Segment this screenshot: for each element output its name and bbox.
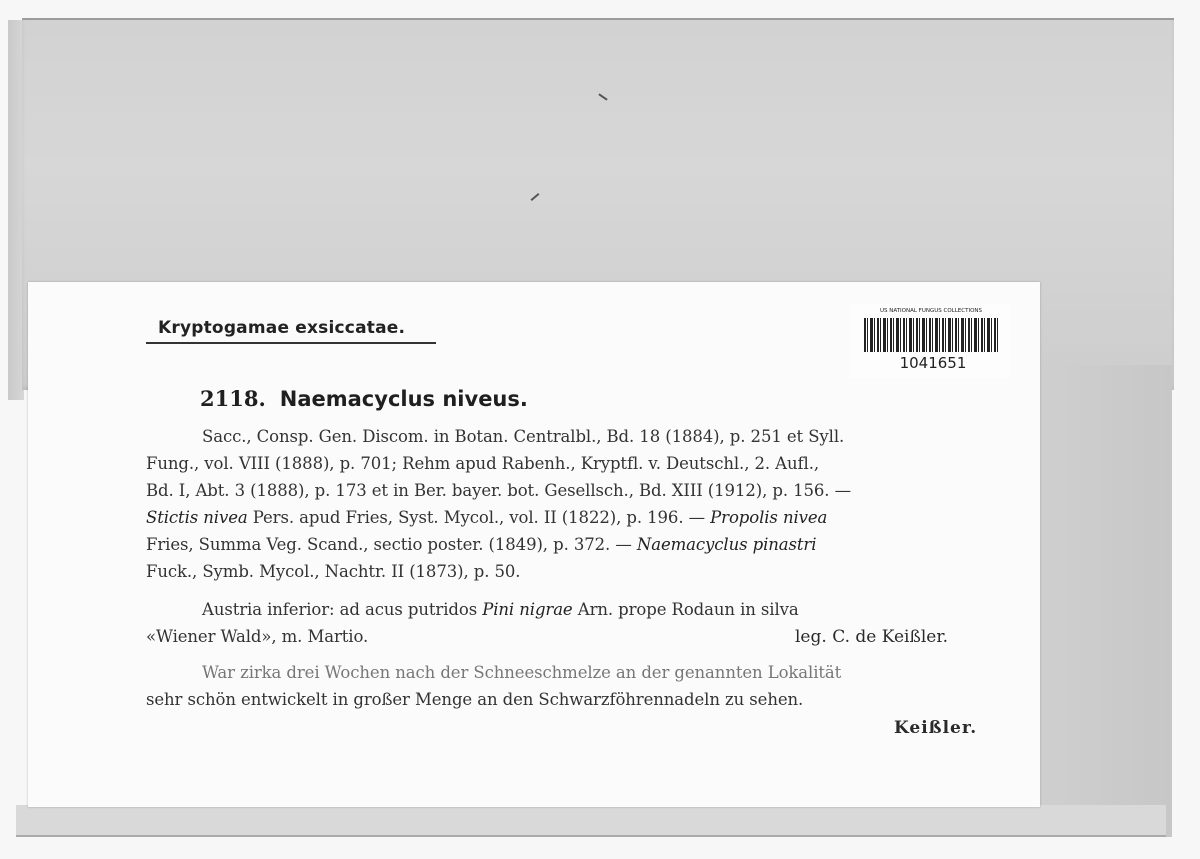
envelope-right-edge bbox=[1040, 365, 1172, 837]
locality-line bbox=[202, 600, 799, 619]
synonym-name: Naemacyclus pinastri bbox=[636, 535, 817, 554]
signature: Keißler. bbox=[894, 718, 978, 738]
series-title: Kryptogamae exsiccatae. bbox=[158, 318, 406, 338]
envelope-bottom-edge bbox=[16, 805, 1166, 837]
species-name: Naemacyclus niveus. bbox=[279, 387, 528, 411]
host-name: Pini nigrae bbox=[482, 600, 573, 619]
reference-line: Fung., vol. VIII (1888), p. 701; Rehm apud Rabenh., Kryptfl. v. Deutschl., 2. Aufl., bbox=[146, 454, 819, 473]
barcode-number: 1041651 bbox=[899, 354, 967, 372]
note-line: War zirka drei Wochen nach der Schneeschmelze an der genannten Lokalität bbox=[202, 663, 842, 682]
synonym-name: Propolis nivea bbox=[710, 508, 828, 527]
synonym-name: Stictis nivea bbox=[146, 508, 248, 527]
note-line: sehr schön entwickelt in großer Menge an den Schwarzföhrennadeln zu sehen. bbox=[146, 690, 804, 709]
exsiccata-heading bbox=[200, 386, 528, 411]
locality-text: Arn. prope Rodaun in silva bbox=[572, 600, 799, 619]
reference-line: Bd. I, Abt. 3 (1888), p. 173 et in Ber. bayer. bot. Gesellsch., Bd. XIII (1912), p. 156. — bbox=[146, 481, 851, 500]
synonym-line bbox=[146, 535, 816, 554]
specimen-label bbox=[28, 282, 1040, 807]
synonym-citation: Pers. apud Fries, Syst. Mycol., vol. II (1822), p. 196. — bbox=[247, 508, 711, 527]
reference-line: Sacc., Consp. Gen. Discom. in Botan. Centralbl., Bd. 18 (1884), p. 251 et Syll. bbox=[202, 427, 845, 446]
barcode-institution: US NATIONAL FUNGUS COLLECTIONS bbox=[879, 308, 983, 314]
collector: leg. C. de Keißler. bbox=[795, 627, 948, 647]
exsiccata-number: 2118. bbox=[200, 386, 266, 411]
series-title-underline bbox=[146, 342, 436, 344]
synonym-line bbox=[146, 508, 827, 527]
barcode-icon bbox=[864, 318, 1000, 352]
locality-text: Austria inferior: ad acus putridos bbox=[202, 600, 483, 619]
synonym-line: Fuck., Symb. Mycol., Nachtr. II (1873), p. 50. bbox=[146, 562, 521, 581]
locality-line: «Wiener Wald», m. Martio. bbox=[146, 627, 369, 646]
synonym-citation: Fries, Summa Veg. Scand., sectio poster. (1849), p. 372. — bbox=[146, 535, 637, 554]
barcode-sticker bbox=[850, 304, 1010, 378]
